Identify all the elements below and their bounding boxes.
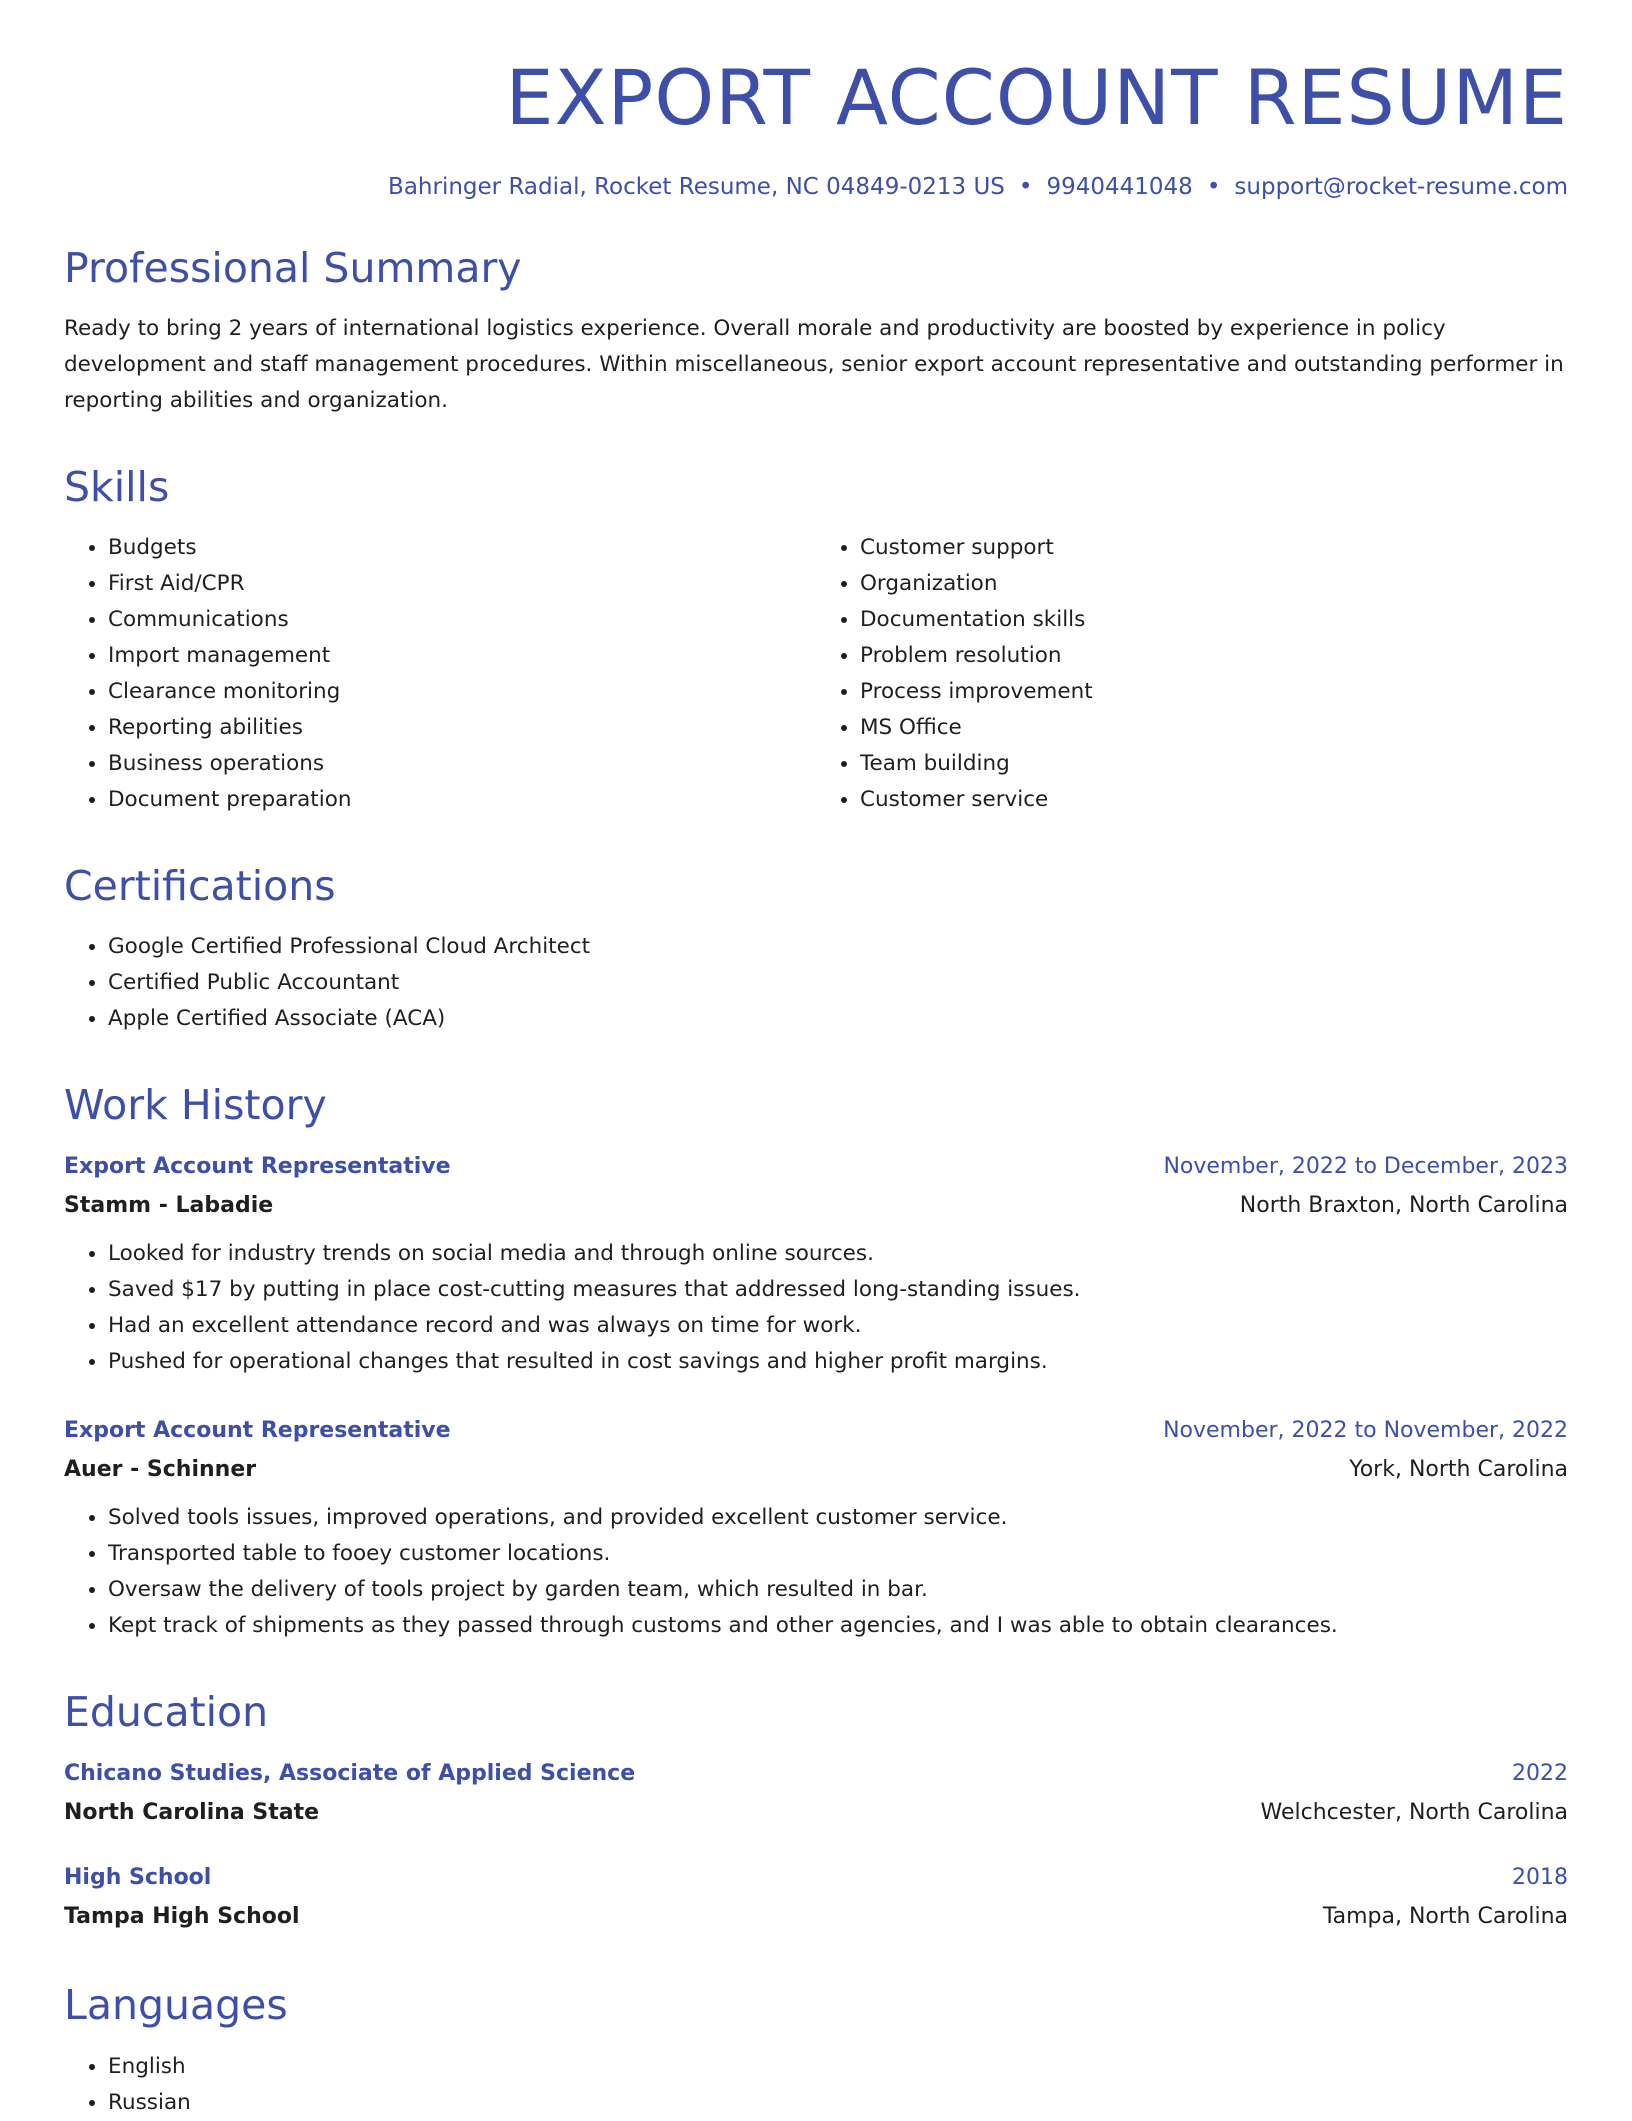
education-degree: High School	[64, 1865, 212, 1891]
job-bullet: • Looked for industry trends on social media and through online sources.	[108, 1236, 1568, 1272]
certification-item: • Apple Certified Associate (ACA)	[108, 1001, 1568, 1037]
skill-item: • Communications	[108, 602, 816, 638]
education-location: Tampa, North Carolina	[1322, 1904, 1568, 1930]
languages-heading: Languages	[64, 1981, 288, 2030]
work-history-heading: Work History	[64, 1081, 327, 1130]
skill-item: • Customer support	[860, 530, 1568, 566]
contact-separator: •	[1206, 174, 1221, 200]
skill-item: • Process improvement	[860, 674, 1568, 710]
skill-item: • Clearance monitoring	[108, 674, 816, 710]
education-school: Tampa High School	[64, 1904, 300, 1930]
skill-item: • Problem resolution	[860, 638, 1568, 674]
job-title-row	[64, 1148, 1568, 1186]
job-bullet: • Oversaw the delivery of tools project by garden team, which resulted in bar.	[108, 1572, 1568, 1608]
education-heading: Education	[64, 1688, 269, 1737]
skill-item: • Organization	[860, 566, 1568, 602]
skill-item: • Documentation skills	[860, 602, 1568, 638]
contact-email[interactable]: support@rocket-resume.com	[1234, 174, 1568, 200]
job-bullet: • Had an excellent attendance record and was always on time for work.	[108, 1308, 1568, 1344]
skill-item: • Reporting abilities	[108, 710, 816, 746]
skill-item: • Team building	[860, 746, 1568, 782]
contact-phone: 9940441048	[1046, 174, 1193, 200]
job-title-row	[64, 1412, 1568, 1450]
summary-text: Ready to bring 2 years of international logistics experience. Overall morale and productivity are boosted by experience in policy development and staff management procedures. Within miscellaneous, senior export account representative and outstanding performer in reporting abilities and organization.	[64, 316, 1564, 414]
contact-line	[64, 174, 1568, 200]
language-item: • English	[108, 2049, 1568, 2085]
job-entry	[64, 1412, 1568, 1644]
job-location: North Braxton, North Carolina	[1239, 1193, 1568, 1219]
job-dates: November, 2022 to December, 2023	[1163, 1154, 1568, 1180]
certification-item: • Google Certified Professional Cloud Architect	[108, 929, 1568, 965]
skills-list-left	[64, 530, 816, 818]
job-bullet: • Pushed for operational changes that resulted in cost savings and higher profit margins.	[108, 1344, 1568, 1380]
contact-address: Bahringer Radial, Rocket Resume, NC 04849-0213 US	[388, 174, 1005, 200]
education-school-row	[64, 1897, 1568, 1937]
skills-list-right	[816, 530, 1568, 818]
summary-section	[64, 246, 1568, 419]
job-location: York, North Carolina	[1349, 1457, 1568, 1483]
education-location: Welchcester, North Carolina	[1260, 1800, 1568, 1826]
certifications-list	[64, 929, 1568, 1037]
skills-grid	[64, 530, 1568, 818]
certifications-heading: Certifications	[64, 862, 336, 911]
job-company: Auer - Schinner	[64, 1457, 257, 1483]
job-company: Stamm - Labadie	[64, 1193, 274, 1219]
education-year: 2018	[1512, 1865, 1568, 1891]
skill-item: • Budgets	[108, 530, 816, 566]
job-bullet: • Transported table to fooey customer locations.	[108, 1536, 1568, 1572]
skill-item: • First Aid/CPR	[108, 566, 816, 602]
job-bullets	[64, 1236, 1568, 1380]
education-degree-row	[64, 1755, 1568, 1793]
job-company-row	[64, 1450, 1568, 1490]
skills-heading: Skills	[64, 463, 170, 512]
skill-item: • MS Office	[860, 710, 1568, 746]
education-degree-row	[64, 1859, 1568, 1897]
education-entry	[64, 1755, 1568, 1833]
skill-item: • Import management	[108, 638, 816, 674]
job-bullet: • Saved $17 by putting in place cost-cutting measures that addressed long-standing issues.	[108, 1272, 1568, 1308]
job-title: Export Account Representative	[64, 1154, 451, 1180]
job-dates: November, 2022 to November, 2022	[1163, 1418, 1568, 1444]
skill-item: • Document preparation	[108, 782, 816, 818]
job-entry	[64, 1148, 1568, 1380]
languages-section	[64, 1983, 1568, 2120]
job-title: Export Account Representative	[64, 1418, 451, 1444]
skill-item: • Business operations	[108, 746, 816, 782]
skill-item: • Customer service	[860, 782, 1568, 818]
certifications-section	[64, 864, 1568, 1037]
languages-list	[64, 2049, 1568, 2121]
education-year: 2022	[1512, 1761, 1568, 1787]
job-bullet: • Solved tools issues, improved operations, and provided excellent customer service.	[108, 1500, 1568, 1536]
language-item: • Russian	[108, 2085, 1568, 2121]
education-school-row	[64, 1793, 1568, 1833]
resume-title: EXPORT ACCOUNT RESUME	[505, 53, 1568, 142]
certification-item: • Certified Public Accountant	[108, 965, 1568, 1001]
education-entry	[64, 1859, 1568, 1937]
skills-section	[64, 465, 1568, 818]
education-school: North Carolina State	[64, 1800, 320, 1826]
work-history-section	[64, 1083, 1568, 1644]
job-bullet: • Kept track of shipments as they passed through customs and other agencies, and I was able to obtain clearances.	[108, 1608, 1568, 1644]
education-degree: Chicano Studies, Associate of Applied Science	[64, 1761, 636, 1787]
job-company-row	[64, 1186, 1568, 1226]
contact-separator: •	[1018, 174, 1033, 200]
education-section	[64, 1690, 1568, 1937]
job-bullets	[64, 1500, 1568, 1644]
summary-heading: Professional Summary	[64, 244, 522, 292]
